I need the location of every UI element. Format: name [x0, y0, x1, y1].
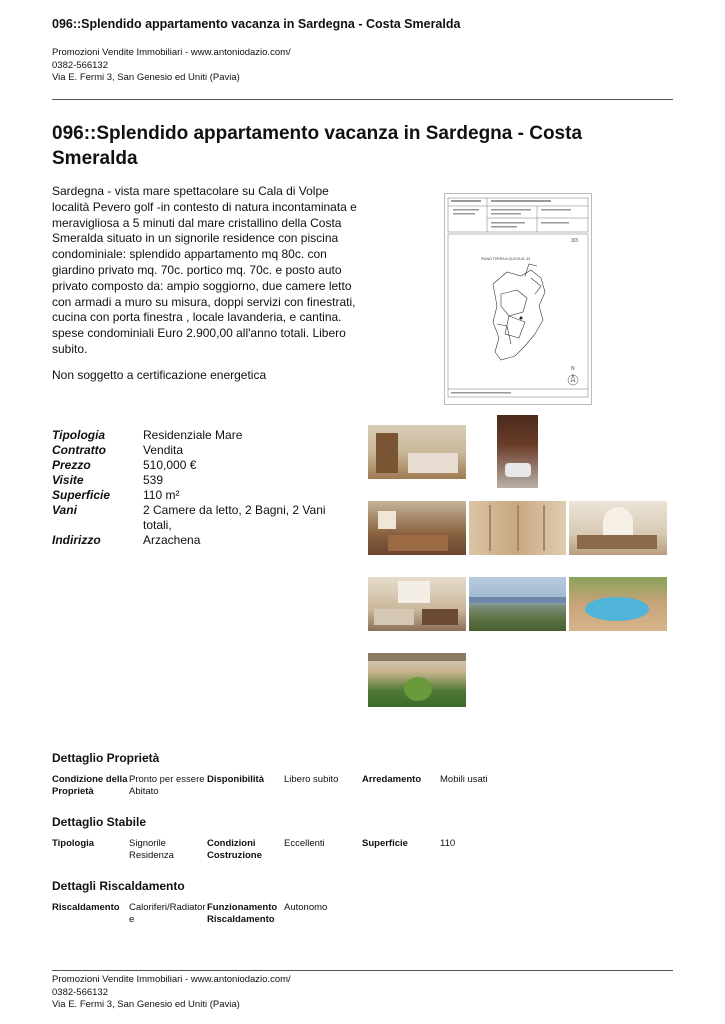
- footer-agency: Promozioni Vendite Immobiliari - www.antoniodazio.com/: [52, 974, 291, 985]
- detail-value: Mobili usati: [440, 774, 488, 785]
- spec-value: Arzachena: [143, 533, 201, 547]
- footer-contact: [52, 974, 291, 1012]
- spec-label: Indirizzo: [52, 533, 101, 547]
- detail-value: Signorile Residenza: [129, 838, 174, 861]
- detail-value: Eccellenti: [284, 838, 325, 849]
- detail-label: Riscaldamento: [52, 902, 120, 913]
- spec-row-tipologia: [52, 428, 342, 443]
- spec-value: Residenziale Mare: [143, 428, 243, 442]
- detail-label: Tipologia: [52, 838, 95, 849]
- detail-label: Funzionamento Riscaldamento: [207, 902, 278, 925]
- header-phone: 0382-566132: [52, 59, 108, 71]
- spec-row-contratto: [52, 443, 342, 458]
- floor-plan-sheet: 3/3: [571, 238, 578, 244]
- spec-value: 510,000 €: [143, 458, 197, 472]
- footer-address: Via E. Fermi 3, San Genesio ed Uniti (Pavia): [52, 999, 240, 1010]
- detail-value: 110: [440, 838, 456, 849]
- spec-row-visite: [52, 473, 342, 488]
- spec-label: Vani: [52, 503, 77, 517]
- listing-description: Sardegna - vista mare spettacolare su Cala di Volpe località Pevero golf -in contesto di natura incontaminata e meravigliosa a 5 minuti dal mare cristallino della Costa Smeralda situato in un signorile residence con piscina condominiale: splendido appartamento mq 80c. con giardino privato mq. 70c. portico mq. 70c. e posto auto privato composto da: ampio soggiorno, due camere letto con armadi a muro su misura, doppi servizi con finestrati, cucina con porta finestra , locale lavanderia, e cantina. spese condominiali Euro 2.900,00 all'anno totali. Libero subito.: [52, 184, 357, 356]
- energy-certification: Non soggetto a certificazione energetica: [52, 368, 267, 382]
- photo-wardrobe[interactable]: [469, 501, 566, 555]
- detail-value: Caloriferi/Radiatore: [129, 902, 206, 925]
- spec-label: Superficie: [52, 488, 111, 502]
- floor-plan-caption: PIANO TERRA A QUOTA M. 33: [481, 257, 531, 261]
- spec-label: Contratto: [52, 443, 106, 457]
- listing-title: 096::Splendido appartamento vacanza in Sardegna - Costa Smeralda: [52, 123, 583, 169]
- spec-label: Tipologia: [52, 428, 106, 442]
- svg-text:N: N: [571, 366, 575, 372]
- footer-phone: 0382-566132: [52, 986, 108, 998]
- spec-label: Visite: [52, 473, 84, 487]
- spec-row-indirizzo: [52, 533, 342, 548]
- spec-value: 2 Camere da letto, 2 Bagni, 2 Vani totali,: [143, 503, 326, 532]
- header-divider: [52, 99, 673, 100]
- spec-row-vani: [52, 503, 342, 533]
- spec-row-superficie: [52, 488, 342, 503]
- floor-plan-image[interactable]: [444, 193, 592, 405]
- photo-lounge[interactable]: [368, 577, 466, 631]
- detail-label: Disponibilità: [207, 774, 264, 785]
- detail-value: Pronto per essere Abitato: [129, 774, 205, 797]
- photo-bathroom[interactable]: [497, 415, 538, 488]
- photo-garden[interactable]: [368, 653, 466, 707]
- detail-label: Condizione della Proprietà: [52, 774, 128, 797]
- detail-label: Superficie: [362, 838, 408, 849]
- detail-value: Autonomo: [284, 902, 328, 913]
- detail-label: Arredamento: [362, 774, 422, 785]
- photo-bedroom-two[interactable]: [368, 501, 466, 555]
- section-title-riscaldamento: Dettagli Riscaldamento: [52, 879, 185, 893]
- header-address: Via E. Fermi 3, San Genesio ed Uniti (Pavia): [52, 72, 240, 83]
- spec-label: Prezzo: [52, 458, 91, 472]
- spec-value: 110 m²: [143, 488, 180, 502]
- footer-divider: [52, 970, 673, 971]
- photo-pool[interactable]: [569, 577, 667, 631]
- photo-sea-view[interactable]: [469, 577, 566, 631]
- detail-label: Condizioni Costruzione: [207, 838, 262, 861]
- spec-value: 539: [143, 473, 164, 487]
- section-title-stabile: Dettaglio Stabile: [52, 815, 147, 829]
- detail-value: Libero subito: [284, 774, 339, 785]
- photo-bedroom[interactable]: [368, 425, 466, 479]
- section-title-proprieta: Dettaglio Proprietà: [52, 751, 160, 765]
- spec-value: Vendita: [143, 443, 184, 457]
- property-specs: [52, 428, 342, 548]
- photo-living-room[interactable]: [569, 501, 667, 555]
- header-contact: [52, 47, 291, 85]
- header-agency: Promozioni Vendite Immobiliari - www.antoniodazio.com/: [52, 47, 291, 58]
- floor-plan-drawing: [445, 194, 591, 404]
- spec-row-prezzo: [52, 458, 342, 473]
- header-title: 096::Splendido appartamento vacanza in Sardegna - Costa Smeralda: [52, 17, 461, 31]
